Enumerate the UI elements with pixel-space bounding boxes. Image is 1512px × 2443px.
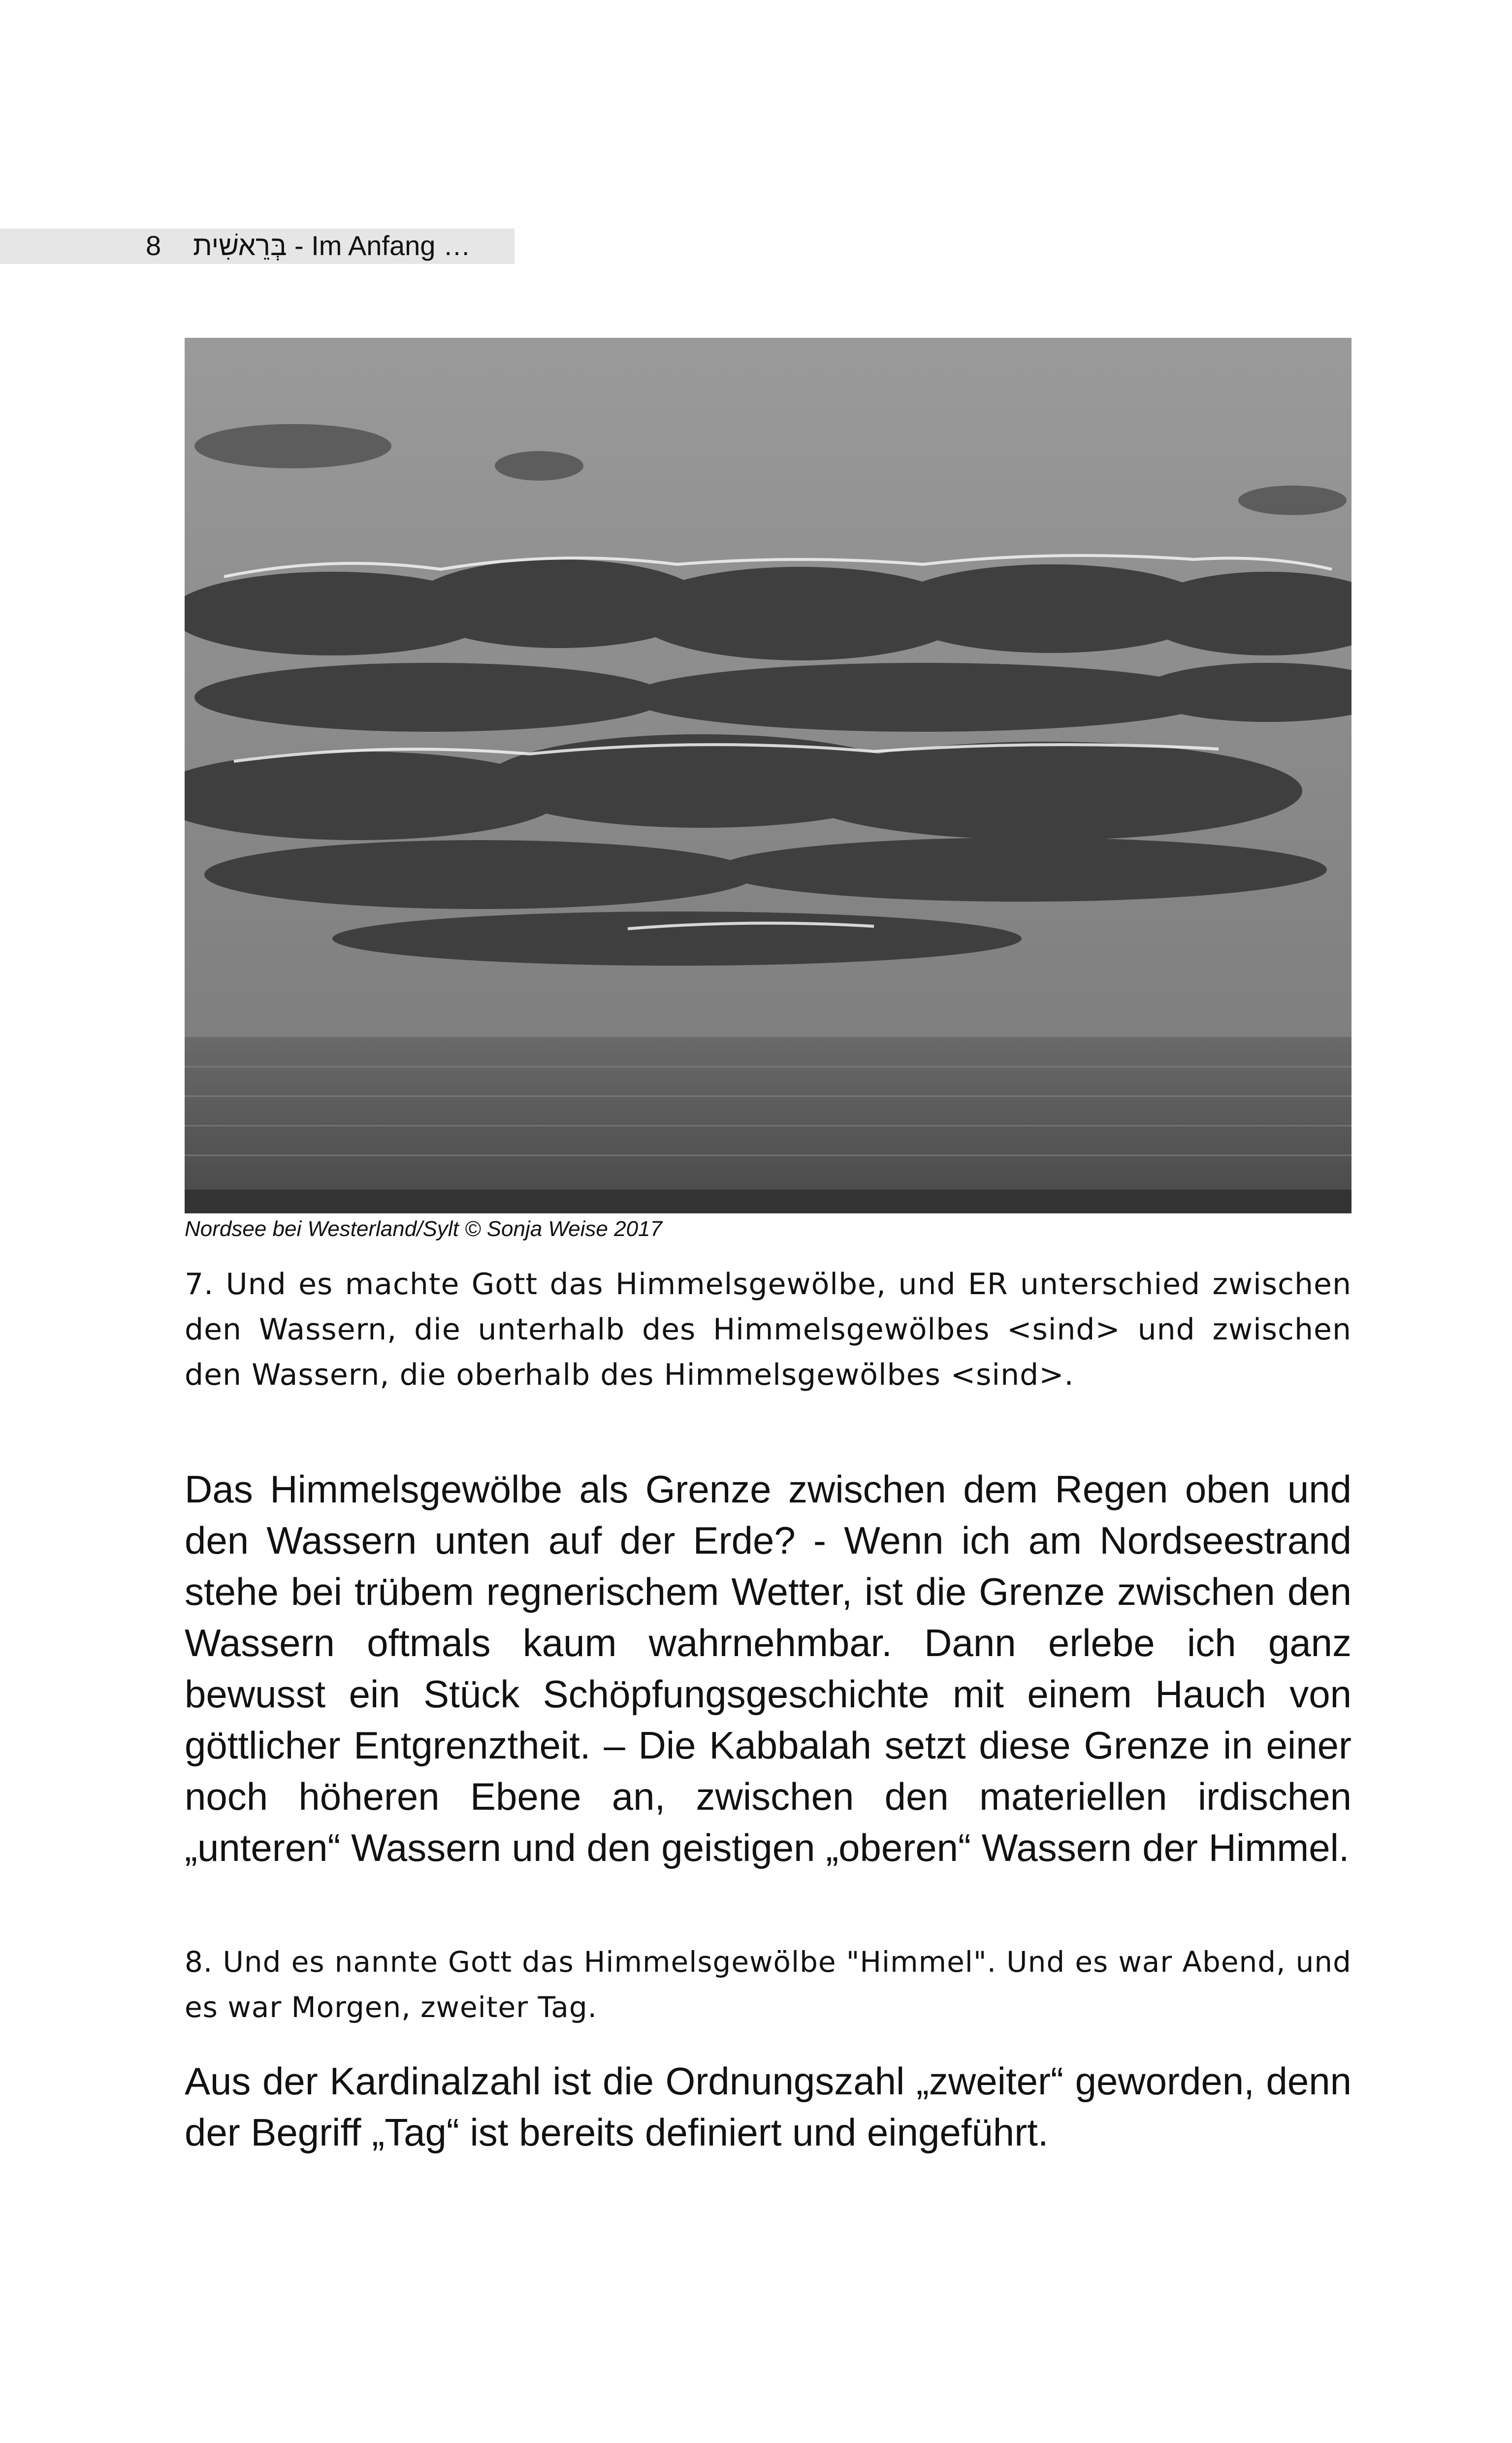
photo-north-sea [185,338,1351,1213]
verse-7: 7. Und es machte Gott das Himmelsgewölbe, und ER unterschied zwischen den Wassern, die unterhalb des Himmelsgewölbes <sind> und zwischen den Wassern, die oberhalb des Himmelsgewölbes <sind>. [185,1267,1351,1392]
photo-caption: Nordsee bei Westerland/Sylt © Sonja Weise 2017 [185,1217,662,1241]
photo-image [185,338,1351,1213]
page-number: 8 [146,230,161,261]
commentary-paragraph-1: Das Himmelsgewölbe als Grenze zwischen dem Regen oben und den Wassern unten auf der Erde? - Wenn ich am Nordseestrand stehe bei trübem regnerischem Wetter, ist die Grenze zwischen den Wassern oftmals kaum wahrnehmbar. Dann erlebe ich ganz bewusst ein Stück Schöpfungsgeschichte mit einem Hauch von göttlicher Entgrenztheit. – Die Kabbalah setzt diese Grenze in einer noch höheren Ebene an, zwischen den materiellen irdischen „unteren“ Wassern und den geistigen „oberen“ Wassern der Himmel. [185,1467,1351,1869]
verse-8: 8. Und es nannte Gott das Himmelsgewölbe "Himmel". Und es war Abend, und es war Morgen, zweiter Tag. [185,1945,1351,2024]
running-title: בְּרֵאשִׁית - Im Anfang … [193,230,471,261]
commentary-paragraph-2: Aus der Kardinalzahl ist die Ordnungszahl „zweiter“ geworden, denn der Begriff „Tag“ ist bereits definiert und eingeführt. [185,2059,1351,2154]
